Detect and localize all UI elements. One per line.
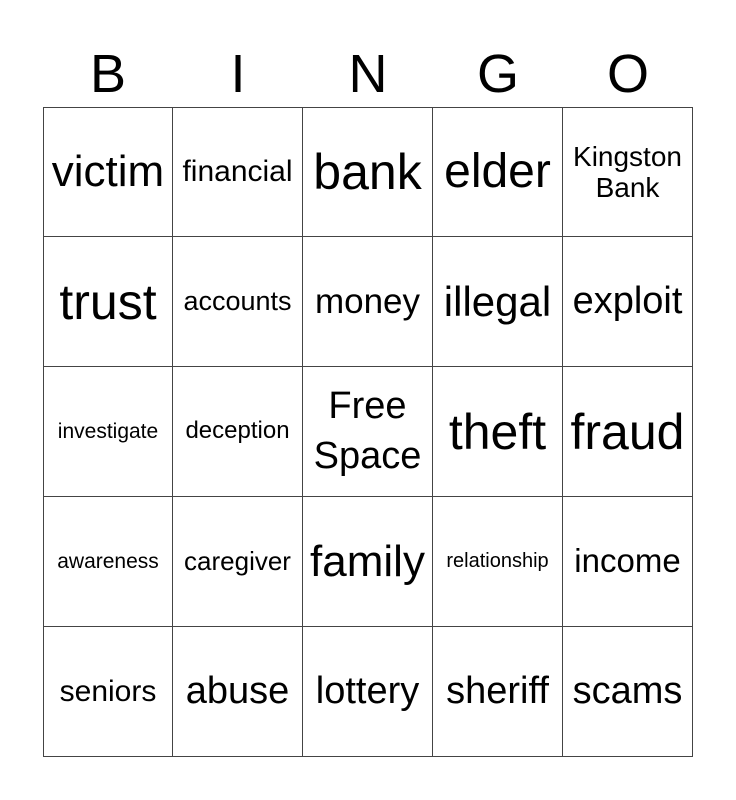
bingo-cell[interactable]: victim xyxy=(43,107,173,237)
bingo-cell[interactable]: seniors xyxy=(43,627,173,757)
bingo-cell[interactable]: financial xyxy=(173,107,303,237)
bingo-cell[interactable]: income xyxy=(563,497,693,627)
bingo-cell[interactable]: illegal xyxy=(433,237,563,367)
bingo-cell[interactable]: Free Space xyxy=(303,367,433,497)
bingo-cell[interactable]: lottery xyxy=(303,627,433,757)
bingo-cell[interactable]: scams xyxy=(563,627,693,757)
bingo-cell[interactable]: accounts xyxy=(173,237,303,367)
bingo-cell[interactable]: investigate xyxy=(43,367,173,497)
bingo-cell[interactable]: theft xyxy=(433,367,563,497)
bingo-cell[interactable]: deception xyxy=(173,367,303,497)
bingo-cell[interactable]: sheriff xyxy=(433,627,563,757)
bingo-cell[interactable]: trust xyxy=(43,237,173,367)
header-letter-g: G xyxy=(476,44,519,104)
bingo-cell[interactable]: bank xyxy=(303,107,433,237)
bingo-cell[interactable]: money xyxy=(303,237,433,367)
header-letter-n: N xyxy=(348,44,388,104)
bingo-cell[interactable]: relationship xyxy=(433,497,563,627)
bingo-cell[interactable]: abuse xyxy=(173,627,303,757)
bingo-cell[interactable]: exploit xyxy=(563,237,693,367)
bingo-cell[interactable]: elder xyxy=(433,107,563,237)
bingo-cell[interactable]: fraud xyxy=(563,367,693,497)
bingo-cell[interactable]: caregiver xyxy=(173,497,303,627)
bingo-cell[interactable]: family xyxy=(303,497,433,627)
header-letter-i: I xyxy=(230,44,246,104)
bingo-header xyxy=(43,40,693,108)
bingo-cell[interactable]: awareness xyxy=(43,497,173,627)
bingo-cell[interactable]: Kingston Bank xyxy=(563,107,693,237)
header-letter-o: O xyxy=(606,44,649,104)
bingo-board xyxy=(43,107,693,757)
header-letter-b: B xyxy=(89,44,127,104)
